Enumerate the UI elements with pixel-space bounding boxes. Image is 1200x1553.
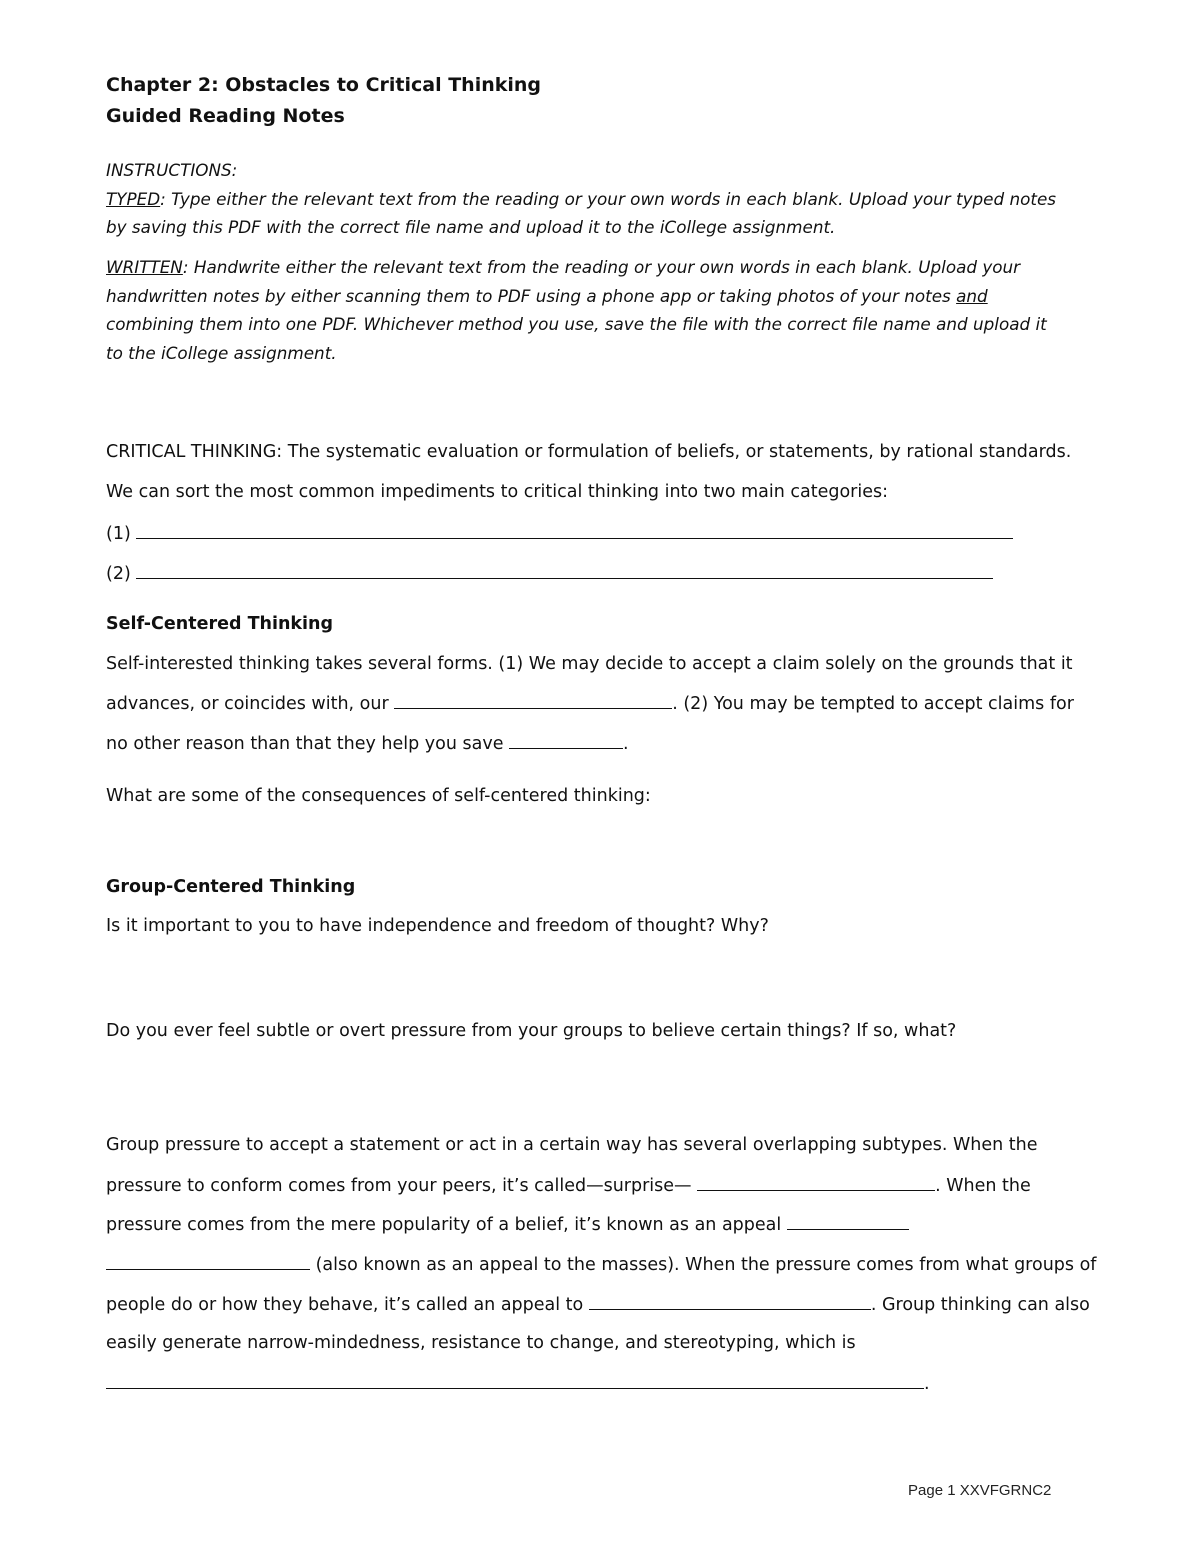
- group-paragraph-line5-start: people do or how they behave, it’s called an appeal to: [106, 1295, 589, 1315]
- category-1-label: (1): [106, 524, 131, 544]
- category-1-blank[interactable]: [136, 522, 1013, 539]
- group-question-2: Do you ever feel subtle or overt pressure from your groups to believe certain things? If so, what?: [106, 1021, 957, 1041]
- page-footer: Page 1 XXVFGRNC2: [908, 1482, 1052, 1499]
- self-centered-line3-end: .: [623, 734, 629, 754]
- group-paragraph-line3: [106, 1213, 909, 1236]
- appeal-blank-part2[interactable]: [106, 1253, 310, 1270]
- self-interest-blank[interactable]: [394, 692, 672, 709]
- appeal-to-blank[interactable]: [589, 1293, 871, 1310]
- typed-label: TYPED: [106, 189, 161, 209]
- self-centered-line2: [106, 692, 1074, 715]
- group-paragraph-line1: Group pressure to accept a statement or act in a certain way has several overlapping subtypes. When the: [106, 1135, 1038, 1155]
- self-centered-line3-start: no other reason than that they help you save: [106, 734, 510, 754]
- group-paragraph-line4-end: (also known as an appeal to the masses). When the pressure comes from what groups of: [310, 1255, 1097, 1275]
- group-paragraph-line2: [106, 1174, 1031, 1197]
- written-instructions-line1: [106, 256, 1020, 278]
- group-paragraph-line6: easily generate narrow-mindedness, resistance to change, and stereotyping, which is: [106, 1333, 856, 1353]
- instructions-heading: INSTRUCTIONS:: [106, 160, 238, 180]
- page-title: Chapter 2: Obstacles to Critical Thinking: [106, 74, 542, 96]
- categories-intro: We can sort the most common impediments to critical thinking into two main categories:: [106, 482, 889, 502]
- group-paragraph-line7-end: .: [924, 1374, 930, 1394]
- written-text-2: handwritten notes by either scanning them to PDF using a phone app or taking photos of your notes: [106, 286, 957, 306]
- typed-instructions-line2: by saving this PDF with the correct file name and upload it to the iCollege assignment.: [106, 217, 836, 237]
- written-instructions-line4: to the iCollege assignment.: [106, 343, 337, 363]
- self-centered-line2-end: . (2) You may be tempted to accept claims for: [672, 694, 1074, 714]
- written-instructions-line2: [106, 285, 988, 307]
- category-2-line: [106, 562, 993, 585]
- group-paragraph-line4: [106, 1253, 1096, 1276]
- peer-pressure-blank[interactable]: [697, 1174, 935, 1191]
- typed-instructions-line1: [106, 188, 1056, 210]
- stereotyping-blank[interactable]: [106, 1372, 924, 1389]
- group-paragraph-line2-end: . When the: [935, 1176, 1031, 1196]
- critical-thinking-definition: CRITICAL THINKING: The systematic evaluation or formulation of beliefs, or statements, by rational standards.: [106, 442, 1072, 462]
- group-paragraph-line7: [106, 1372, 930, 1395]
- written-text-1: : Handwrite either the relevant text from the reading or your own words in each blank. Upload your: [182, 257, 1021, 277]
- category-1-line: [106, 522, 1013, 545]
- group-paragraph-line2-start: pressure to conform comes from your peers, it’s called—surprise—: [106, 1176, 698, 1196]
- written-and-emphasis: and: [956, 286, 988, 306]
- self-centered-heading: Self-Centered Thinking: [106, 614, 334, 634]
- group-paragraph-line5-end: . Group thinking can also: [870, 1295, 1090, 1315]
- written-label: WRITTEN: [106, 257, 183, 277]
- written-instructions-line3: combining them into one PDF. Whichever method you use, save the file with the correct file name and upload it: [106, 314, 1047, 334]
- self-centered-line1: Self-interested thinking takes several forms. (1) We may decide to accept a claim solely on the grounds that it: [106, 654, 1073, 674]
- group-paragraph-line3-start: pressure comes from the mere popularity of a belief, it’s known as an appeal: [106, 1215, 787, 1235]
- group-centered-heading: Group-Centered Thinking: [106, 877, 356, 897]
- self-centered-line3: [106, 732, 629, 755]
- typed-text-1: : Type either the relevant text from the reading or your own words in each blank. Upload your typed notes: [160, 189, 1057, 209]
- group-paragraph-line5: [106, 1293, 1090, 1316]
- group-question-1: Is it important to you to have independence and freedom of thought? Why?: [106, 916, 769, 936]
- appeal-blank-part1[interactable]: [787, 1213, 909, 1230]
- save-blank[interactable]: [509, 732, 623, 749]
- page-subtitle: Guided Reading Notes: [106, 105, 345, 127]
- self-centered-question: What are some of the consequences of self-centered thinking:: [106, 786, 651, 806]
- self-centered-line2-start: advances, or coincides with, our: [106, 694, 395, 714]
- category-2-blank[interactable]: [136, 562, 993, 579]
- category-2-label: (2): [106, 564, 131, 584]
